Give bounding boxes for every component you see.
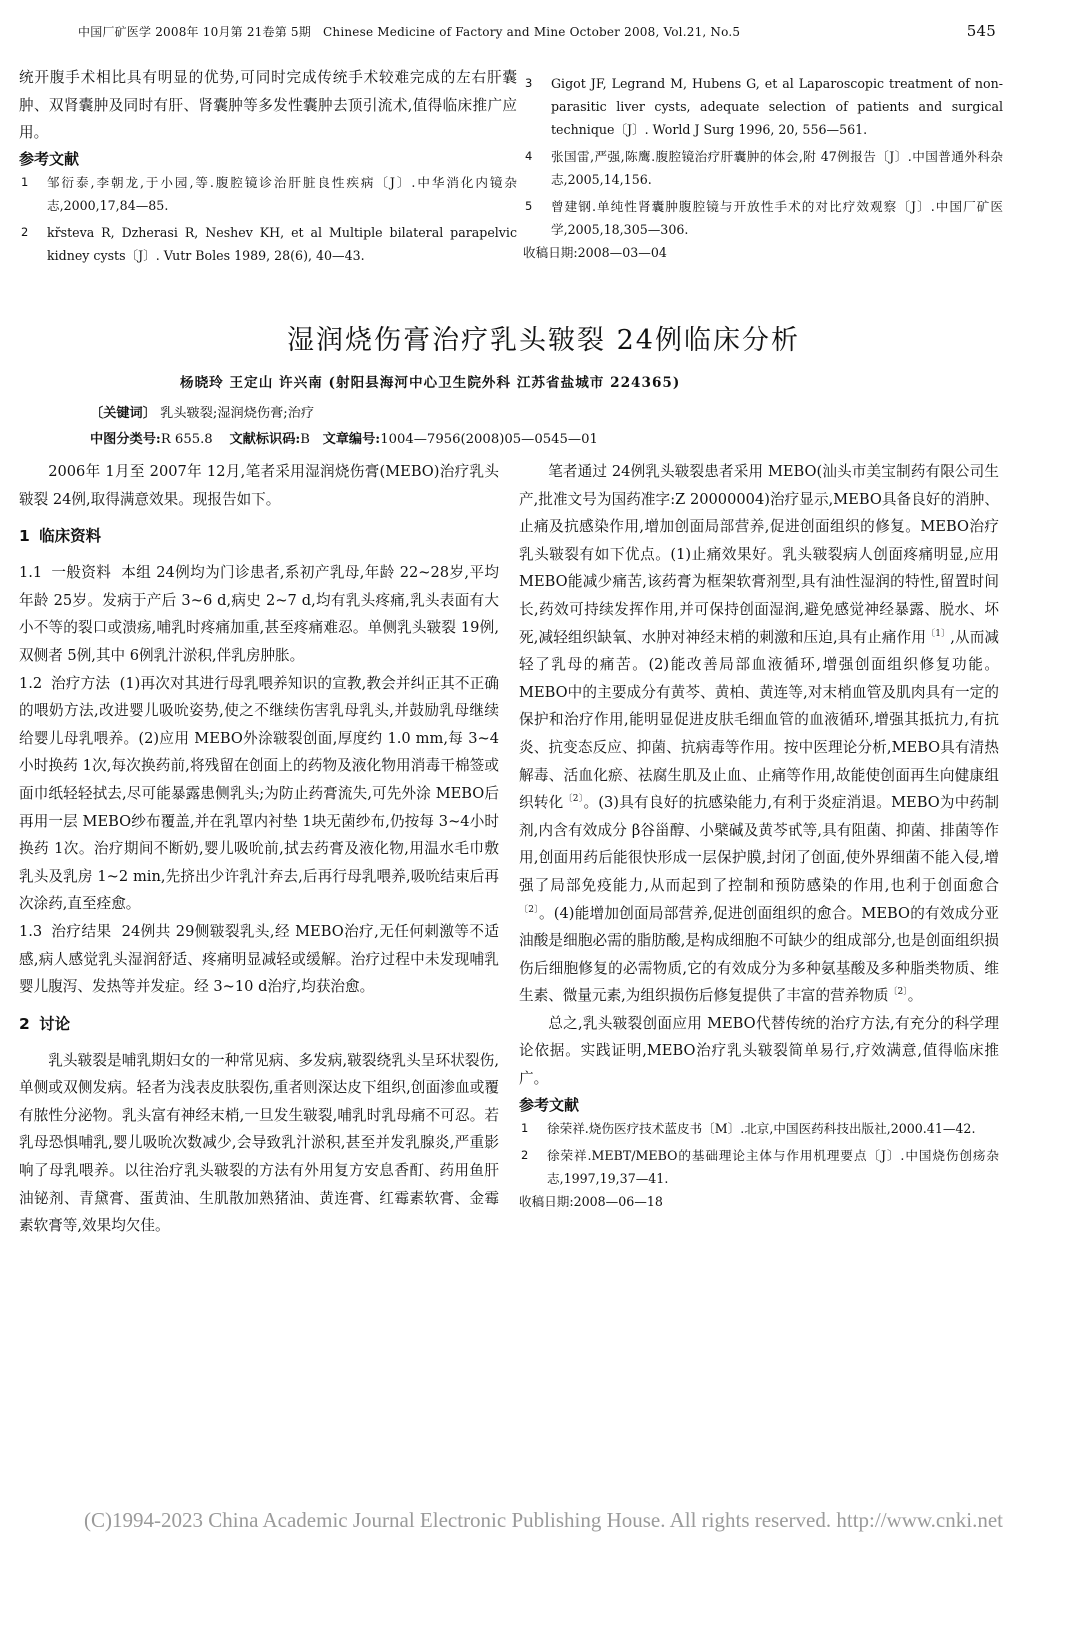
reference-item: 1 邹衍泰,李朝龙,于小园,等.腹腔镜诊治肝脏良性疾病〔J〕.中华消化内镜杂志,2000,17,84—85. [21,174,517,213]
article-number-value: 1004—7956(2008)05—0545—01 [380,432,598,447]
reference-item: 4 张国雷,严强,陈鹰.腹腔镜治疗肝囊肿的体会,附 47例报告〔J〕.中国普通外科杂志,2005,14,156. [525,149,1003,187]
received-date: 收稿日期:2008—03—04 [523,245,667,260]
subsection-1-1: 1.1 一般资料 本组 24例均为门诊患者,系初产乳母,年龄 22~28岁,平均年龄 25岁。发病于产后 3~6 d,病史 2~7 d,均有乳头疼痛,乳头表面有大小不等的裂口或溃疡,哺乳时疼痛加重,甚至疼痛难忍。单侧乳头皲裂 19例,双侧者 5例,其中 6例乳汁淤积,伴乳房肿胀。 [19,564,499,664]
doc-code-value: B [300,432,310,447]
conclusion-paragraph: 总之,乳头皲裂创面应用 MEBO代替传统的治疗方法,有充分的科学理论依据。实践证明,MEBO治疗乳头皲裂简单易行,疗效满意,值得临床推广。 [519,1014,999,1088]
keywords-label: 〔关键词〕 [90,406,156,421]
keywords-line [90,402,314,421]
article-number-label: 文章编号: [322,432,381,447]
author-line: 杨晓玲 王定山 许兴南 (射阳县海河中心卫生院外科 江苏省盐城市 224365) [180,375,681,391]
section-heading: 2 讨论 [19,1014,71,1033]
discussion-paragraph: 乳头皲裂是哺乳期妇女的一种常见病、多发病,皲裂绕乳头呈环状裂伤,单侧或双侧发病。轻者为浅表皮肤裂伤,重者则深达皮下组织,创面渗血或覆有脓性分泌物。乳头富有神经末梢,一旦发生皲裂,哺乳时乳母痛不可忍。若乳母恐惧哺乳,婴儿吸吮次数减少,会导致乳汁淤积,甚至并发乳腺炎,严重影响了母乳喂养。以往治疗乳头皲裂的方法有外用复方安息香酊、药用鱼肝油铋剂、青黛膏、蛋黄油、生肌散加熟猪油、黄连膏、红霉素软膏、金霉素软膏等,效果均欠佳。 [19,1051,499,1235]
page-number: 545 [966,22,996,40]
body-right-column [519,458,999,1214]
body-left-column [19,458,499,1240]
article-title: 湿润烧伤膏治疗乳头皲裂 24例临床分析 [287,325,800,356]
citation-marker: 〔1〕 [926,628,951,639]
reference-item: 3 Gigot JF, Legrand M, Hubens G, et al Laparoscopic treatment of non-parasitic liver cysts, adequate selection of patients and surgical technique〔J〕. World J Surg 1996, 20, 556—561. [525,76,1003,137]
citation-marker: 〔2〕 [888,987,908,998]
reference-item: 5 曾建钢.单纯性肾囊肿腹腔镜与开放性手术的对比疗效观察〔J〕.中国厂矿医学,2005,18,305—306. [525,199,1003,237]
copyright-footer: (C)1994-2023 China Academic Journal Electronic Publishing House. All rights reserved. http://www.cnki.net [84,1508,1003,1532]
class-number-label: 中图分类号: [90,432,161,447]
journal-title-cn: 中国厂矿医学 2008年 10月第 21卷第 5期 [78,25,311,39]
received-date: 收稿日期:2008—06—18 [519,1193,663,1209]
discussion-paragraph: 笔者通过 24例乳头皲裂患者采用 MEBO(汕头市美宝制药有限公司生产,批准文号为国药准字:Z 20000004)治疗显示,MEBO具备良好的消肿、止痛及抗感染作用,增加创面局部营养,促进创面组织的修复。MEBO治疗乳头皲裂有如下优点。(1)止痛效果好。乳头皲裂病人创面疼痛明显,应用 MEBO能减少痛苦,该药膏为框架软膏剂型,具有油性湿润的特性,留置时间长,药效可持续发挥作用,并可保持创面湿润,避免感觉神经暴露、脱水、坏死,减轻组织缺氧、水肿对神经末梢的刺激和压迫,具有止痛作用$^{〔1〕}$,从而减轻了乳母的痛苦。(2)能改善局部血液循环,增强创面组织修复功能。MEBO中的主要成分有黄芩、黄柏、黄连等,对末梢血管及肌肉具有一定的保护和治疗作用,能明显促进皮肤毛细血管的血液循环,增强其抵抗力,有抗炎、抗变态反应、抑菌、抗病毒等作用。按中医理论分析,MEBO具有清热解毒、活血化瘀、祛腐生肌及止血、止痛等作用,故能使创面再生向健康组织转化$^{〔2〕}$。(3)具有良好的抗感染能力,有利于炎症消退。MEBO为中药制剂,内含有效成分 β谷甾醇、小檗碱及黄芩甙等,具有阻菌、抑菌、排菌等作用,创面用药后能很快形成一层保护膜,封闭了创面,使外界细菌不能入侵,增强了局部免疫能力,从而起到了控制和预防感染的作用,也利于创面愈合$^{〔2〕}$。(4)能增加创面局部营养,促进创面组织的愈合。MEBO的有效成分亚油酸是细胞必需的脂肪酸,是构成细胞不可缺少的组成部分,也是创面组织损伤后细胞修复的必需物质,它的有效成分为多种氨基酸及多种脂类物质、维生素、微量元素,为组织损伤后修复提供了丰富的营养物质$^{〔2〕}$。 [519,463,1000,1005]
reference-list [523,72,1003,241]
reference-item: 1 徐荣祥.烧伤医疗技术蓝皮书〔M〕.北京,中国医药科技出版社,2000.41—42. [521,1120,976,1136]
reference-item: 2 kr̆steva R, Dzherasi R, Neshev KH, et al Multiple bilateral parapelvic kidney cysts〔J〕. Vutr Boles 1989, 28(6), 40—43. [21,224,517,263]
references-heading: 参考文献 [519,1095,580,1114]
prev-article-right [523,72,1003,265]
keywords-value: 乳头皲裂;湿润烧伤膏;治疗 [160,406,315,421]
section-heading: 1 临床资料 [19,527,102,546]
prev-article-text: 统开腹手术相比具有明显的优势,可同时完成传统手术较难完成的左右肝囊肿、双肾囊肿及同时有肝、肾囊肿等多发性囊肿去顶引流术,值得临床推广应用。 [19,69,517,142]
class-number-value: R 655.8 [160,432,213,447]
doc-code-label: 文献标识码: [229,432,301,447]
journal-title-en: Chinese Medicine of Factory and Mine October 2008, Vol.21, No.5 [323,25,741,39]
subsection-1-2: 1.2 治疗方法 (1)再次对其进行母乳喂养知识的宣教,教会并纠正其不正确的喂奶方法,改进婴儿吸吮姿势,使之不继续伤害乳母乳头,并鼓励乳母继续给婴儿母乳喂养。(2)应用 MEBO外涂皲裂创面,厚度约 1.0 mm,每 3~4小时换药 1次,每次换药前,将残留在创面上的药物及液化物用消毒干棉签或面巾纸轻轻拭去,尽可能暴露患侧乳头;为防止药膏流失,可先外涂 MEBO后再用一层 MEBO纱布覆盖,并在乳罩内衬垫 1块无菌纱布,仍按每 3~4小时换药 1次。治疗期间不断奶,婴儿吸吮前,拭去药膏及液化物,用温水毛巾敷乳头及乳房 1~2 min,先挤出少许乳汁弃去,后再行母乳喂养,吸吮结束后再次涂药,直至痊愈。 [19,674,499,913]
reference-list [19,171,517,267]
citation-marker: 〔2〕 [563,794,584,805]
citation-marker: 〔2〕 [519,904,539,915]
classification-line [90,428,598,447]
intro-paragraph: 2006年 1月至 2007年 12月,笔者采用湿润烧伤膏(MEBO)治疗乳头皲裂 24例,取得满意效果。现报告如下。 [19,463,499,508]
reference-list [519,1117,999,1190]
prev-article-left [19,64,517,267]
references-heading: 参考文献 [19,149,80,168]
reference-item: 2 徐荣祥.MEBT/MEBO的基础理论主体与作用机理要点〔J〕.中国烧伤创疡杂志,1997,19,37—41. [521,1147,999,1186]
subsection-1-3: 1.3 治疗结果 24例共 29侧皲裂乳头,经 MEBO治疗,无任何刺激等不适感,病人感觉乳头湿润舒适、疼痛明显减轻或缓解。治疗过程中未发现哺乳婴儿腹泻、发热等并发症。经 3~10 d治疗,均获治愈。 [19,922,499,996]
running-header [78,22,996,40]
